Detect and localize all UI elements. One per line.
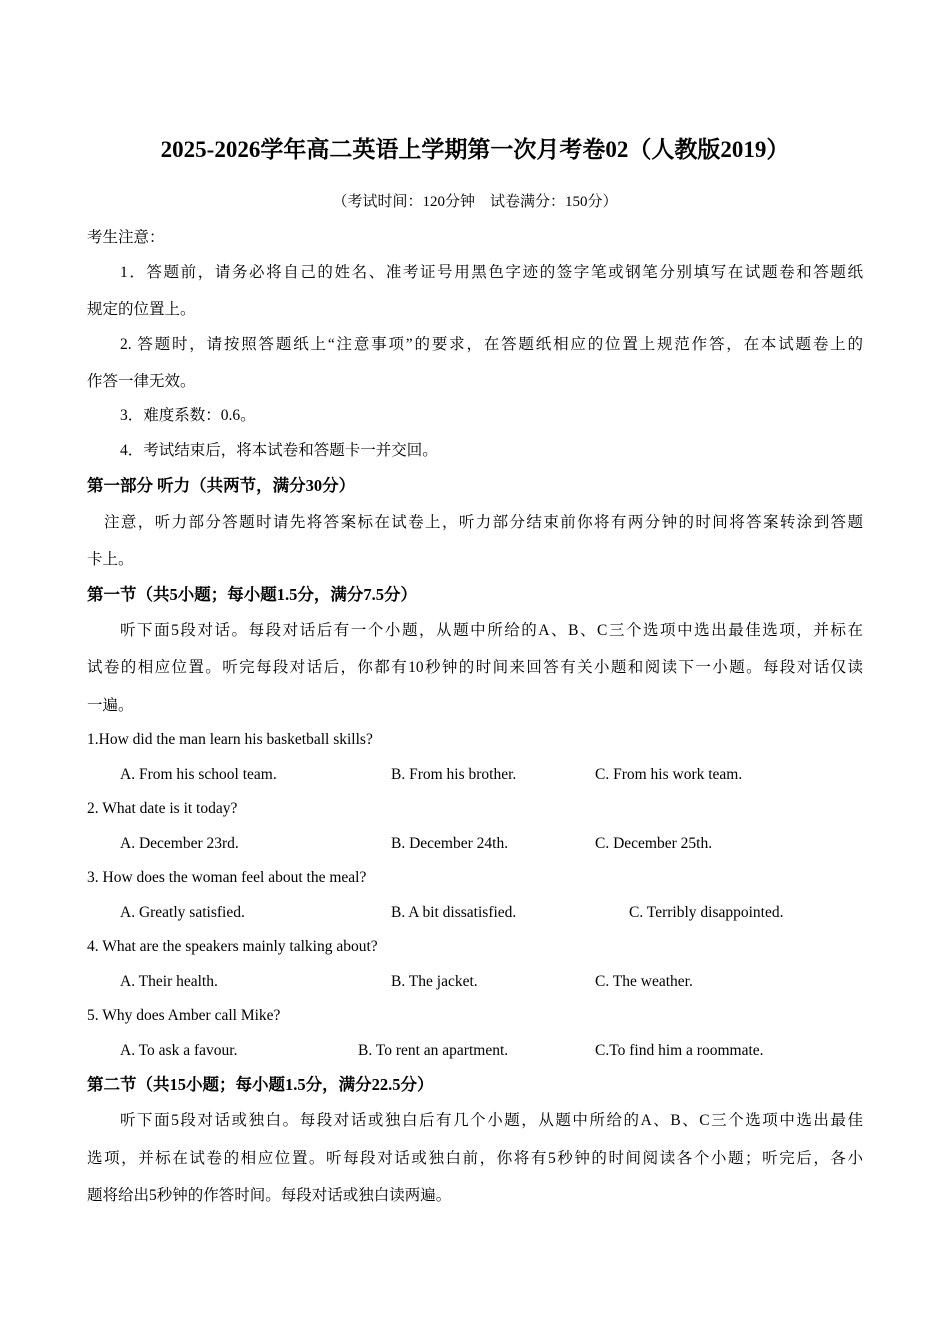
question-2-option-a: A. December 23rd. <box>120 835 239 852</box>
notice-label: 考生注意： <box>87 229 165 246</box>
section1-instructions-line-1: 听下面5段对话。每段对话后有一个小题，从题中所给的A、B、C三个选项中选出最佳选项，并标在 <box>120 622 863 639</box>
question-4-option-b: B. The jacket. <box>391 973 478 990</box>
question-4-stem: 4. What are the speakers mainly talking about? <box>87 938 378 955</box>
section2-instructions-line-2: 选项，并标在试卷的相应位置。听每段对话或独白前，你将有5秒钟的时间阅读各个小题；听完后，各小 <box>87 1150 863 1167</box>
question-3-option-a: A. Greatly satisfied. <box>120 904 245 921</box>
part1-heading: 第一部分 听力（共两节，满分30分） <box>87 476 356 495</box>
part1-note-line-2: 卡上。 <box>87 551 134 568</box>
notice-item-1-line-1: 1．答题前，请务必将自己的姓名、准考证号用黑色字迹的签字笔或钢笔分别填写在试题卷和答题纸 <box>120 264 863 281</box>
question-1-option-a: A. From his school team. <box>120 766 277 783</box>
question-3-option-b: B. A bit dissatisfied. <box>391 904 517 921</box>
question-1-option-b: B. From his brother. <box>391 766 517 783</box>
question-4-option-a: A. Their health. <box>120 973 218 990</box>
question-2-stem: 2. What date is it today? <box>87 800 238 817</box>
question-3-option-c: C. Terribly disappointed. <box>629 904 784 921</box>
section2-heading: 第二节（共15小题；每小题1.5分，满分22.5分） <box>87 1075 434 1094</box>
question-5-option-a: A. To ask a favour. <box>120 1042 238 1059</box>
section1-instructions-line-3: 一遍。 <box>87 697 134 714</box>
notice-item-4: 4．考试结束后，将本试卷和答题卡一并交回。 <box>120 442 438 459</box>
question-3-stem: 3. How does the woman feel about the meal? <box>87 869 367 886</box>
section2-instructions-line-1: 听下面5段对话或独白。每段对话或独白后有几个小题，从题中所给的A、B、C三个选项中选出最佳 <box>120 1112 863 1129</box>
exam-title: 2025-2026学年高二英语上学期第一次月考卷02（人教版2019） <box>160 137 790 162</box>
section2-instructions-line-3: 题将给出5秒钟的作答时间。每段对话或独白读两遍。 <box>87 1187 452 1204</box>
question-1-option-c: C. From his work team. <box>595 766 743 783</box>
question-5-option-c: C.To find him a roommate. <box>595 1042 764 1059</box>
question-2-option-c: C. December 25th. <box>595 835 713 852</box>
notice-item-2-line-2: 作答一律无效。 <box>87 373 196 390</box>
exam-subtitle: （考试时间：120分钟 试卷满分：150分） <box>332 194 618 210</box>
section1-heading: 第一节（共5小题；每小题1.5分，满分7.5分） <box>87 585 417 604</box>
question-1-stem: 1.How did the man learn his basketball skills? <box>87 731 373 748</box>
part1-note-line-1: 注意，听力部分答题时请先将答案标在试卷上，听力部分结束前你将有两分钟的时间将答案转涂到答题 <box>104 514 863 531</box>
section1-instructions-line-2: 试卷的相应位置。听完每段对话后，你都有10秒钟的时间来回答有关小题和阅读下一小题。每段对话仅读 <box>87 659 863 676</box>
question-5-stem: 5. Why does Amber call Mike? <box>87 1007 281 1024</box>
notice-item-2-line-1: 2. 答题时，请按照答题纸上“注意事项”的要求，在答题纸相应的位置上规范作答，在本试题卷上的 <box>120 336 863 353</box>
notice-item-3: 3．难度系数：0.6。 <box>120 407 256 424</box>
question-5-option-b: B. To rent an apartment. <box>358 1042 509 1059</box>
question-4-option-c: C. The weather. <box>595 973 693 990</box>
question-2-option-b: B. December 24th. <box>391 835 509 852</box>
notice-item-1-line-2: 规定的位置上。 <box>87 301 196 318</box>
